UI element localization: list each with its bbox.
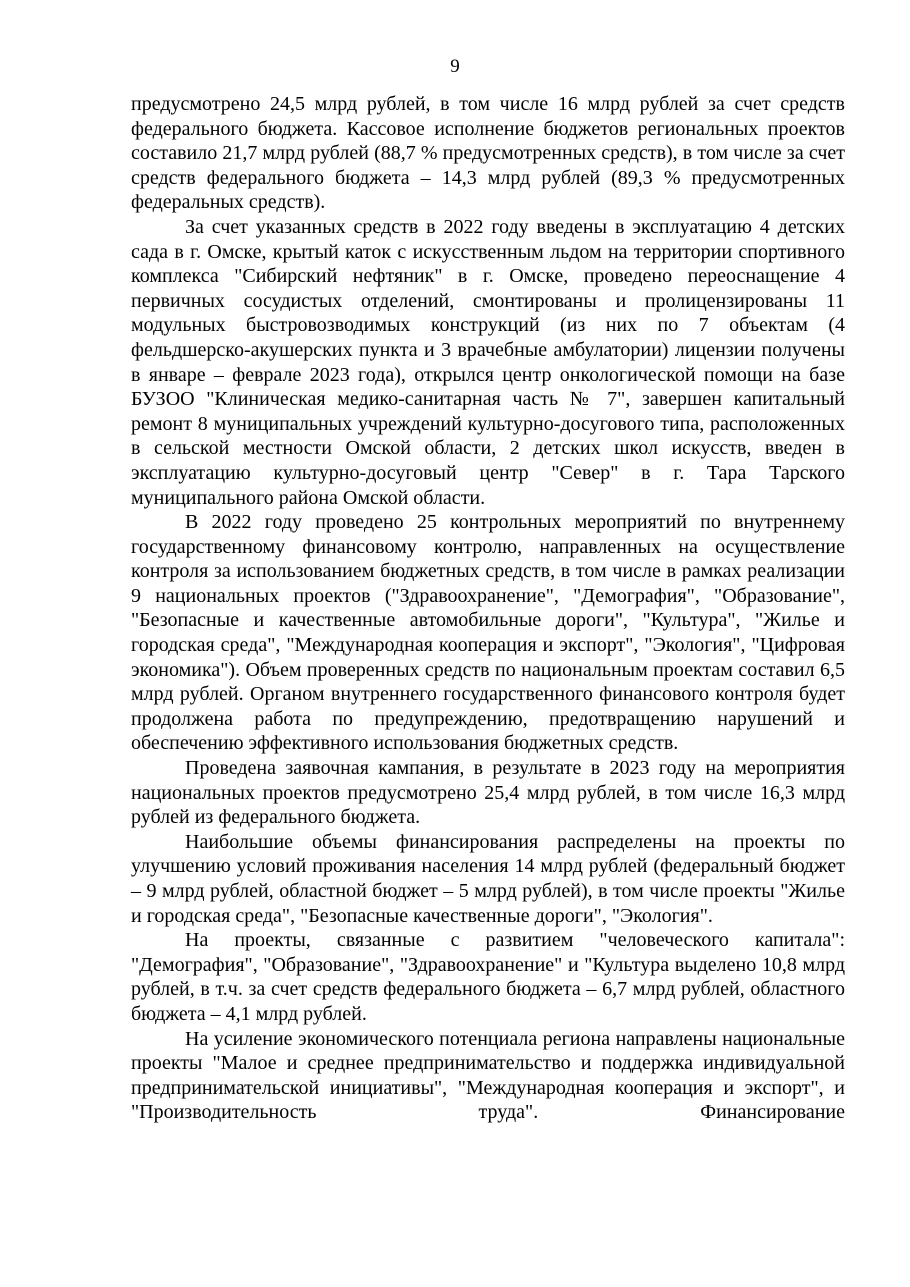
paragraph-human-capital-funding: На проекты, связанные с развитием "человеческого капитала": "Демография", "Образование", "Здравоохранение" и "Культура выделено 10,8 млрд рублей, в т.ч. за счет средств федерального бюджета – 6,7 млрд рублей, областного бюджета – 4,1 млрд рублей.: [131, 929, 845, 1025]
paragraph-application-campaign: Проведена заявочная кампания, в результате в 2023 году на мероприятия национальных проектов предусмотрено 25,4 млрд рублей, в том числе 16,3 млрд рублей из федерального бюджета.: [131, 757, 845, 829]
paragraph-economic-potential: На усиление экономического потенциала региона направлены национальные проекты "Малое и среднее предпринимательство и поддержка индивидуальной предпринимательской инициативы", "Международная кооперация и экспорт", и "Производительность труда". Финансирование: [131, 1027, 845, 1124]
document-body: [131, 92, 845, 1125]
paragraph-budget-execution: предусмотрено 24,5 млрд рублей, в том числе 16 млрд рублей за счет средств федерального бюджета. Кассовое исполнение бюджетов региональных проектов составило 21,7 млрд рублей (88,7 % предусмотренных средств), в том числе за счет средств федерального бюджета – 14,3 млрд рублей (89,3 % предусмотренных федеральных средств).: [131, 93, 845, 214]
paragraph-financial-control: В 2022 году проведено 25 контрольных мероприятий по внутреннему государственному финансовому контролю, направленных на осуществление контроля за использованием бюджетных средств, в том числе в рамках реализации 9 национальных проектов ("Здравоохранение", "Демография", "Образование", "Безопасные и качественные автомобильные дороги", "Культура", "Жилье и городская среда", "Международная кооперация и экспорт", "Экология", "Цифровая экономика"). Объем проверенных средств по национальным проектам составил 6,5 млрд рублей. Органом внутреннего государственного финансового контроля будет продолжена работа по предупреждению, предотвращению нарушений и обеспечению эффективного использования бюджетных средств.: [131, 511, 845, 755]
paragraph-living-conditions-funding: Наибольшие объемы финансирования распределены на проекты по улучшению условий проживания населения 14 млрд рублей (федеральный бюджет – 9 млрд рублей, областной бюджет – 5 млрд рублей), в том числе проекты "Жилье и городская среда", "Безопасные качественные дороги", "Экология".: [131, 830, 845, 927]
page-number: 9: [450, 56, 460, 77]
paragraph-facilities-commissioned: За счет указанных средств в 2022 году введены в эксплуатацию 4 детских сада в г. Омске, крытый каток с искусственным льдом на территории спортивного комплекса "Сибирский нефтяник" в г. Омске, проведено переоснащение 4 первичных сосудистых отделений, смонтированы и пролицензированы 11 модульных быстровозводимых конструкций (из них по 7 объектам (4 фельдшерско-акушерских пункта и 3 врачебные амбулатории) лицензии получены в январе – феврале 2023 года), открылся центр онкологической помощи на базе БУЗОО "Клиническая медико-санитарная часть № 7", завершен капитальный ремонт 8 муниципальных учреждений культурно-досугового типа, расположенных в сельской местности Омской области, 2 детских школ искусств, введен в эксплуатацию культурно-досуговый центр "Север" в г. Тара Тарского муниципального района Омской области.: [131, 215, 845, 509]
